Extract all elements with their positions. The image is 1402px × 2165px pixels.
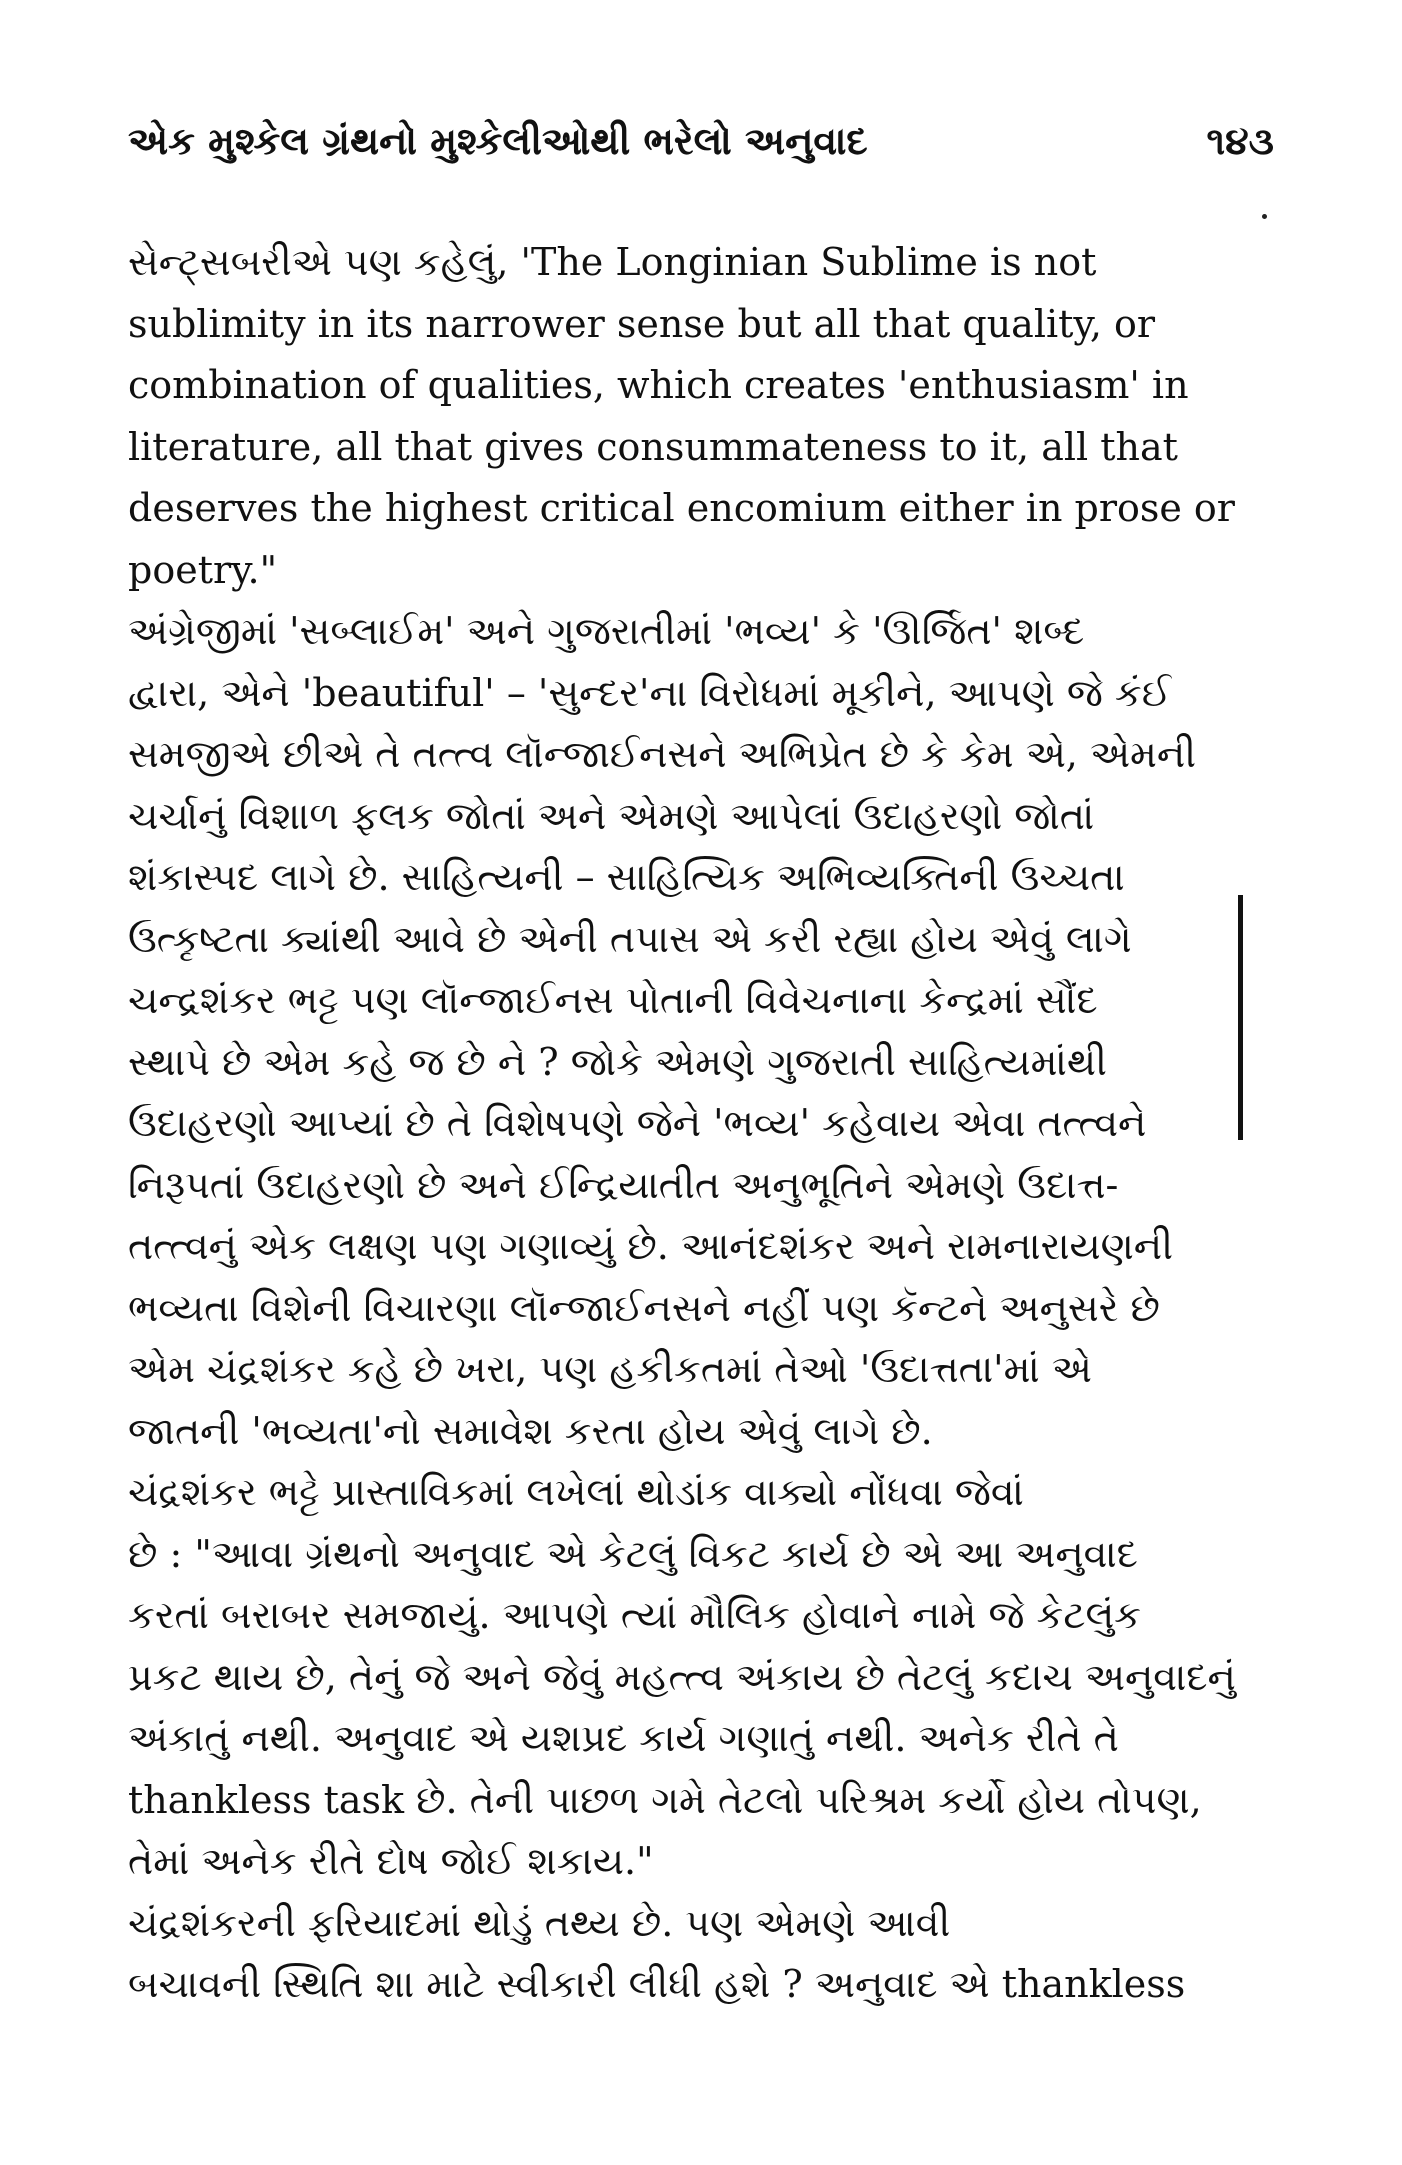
- running-title: એક મુશ્કેલ ગ્રંથનો મુશ્કેલીઓથી ભરેલો અનુવાદ: [128, 118, 868, 163]
- paragraph-translator-preface: ચંદ્રશંકર ભટ્ટે પ્રાસ્તાવિકમાં લખેલાં થોડાંક વાક્યો નોંધવા જેવાં છે : "આવા ગ્રંથનો અનુવાદ એ કેટલું વિકટ કાર્ય છે એ આ અનુવાદ કરતાં બરાબર સમજાયું. આપણે ત્યાં મૌલિક હોવાને નામે જે કેટલુંક પ્રકટ થાય છે, તેનું જે અને જેવું મહત્ત્વ અંકાય છે તેટલું કદાચ અનુવાદનું અંકાતું નથી. અનુવાદ એ યશપ્રદ કાર્ય ગણાતું નથી. અનેક રીતે તે thankless task છે. તેની પાછળ ગમે તેટલો પરિશ્રમ કર્યો હોય તોપણ, તેમાં અનેક રીતે દોષ જોઈ શકાય.": [128, 1470, 1236, 1883]
- paragraph-saintsbury-quote: સેન્ટ્સબરીએ પણ કહેલું, 'The Longinian Sublime is not sublimity in its narrower sense but all that quality, or combination of qualities, which creates 'enthusiasm' in literature, all that gives consummateness to it, all that deserves the highest critical encomium either in prose or poetry.": [128, 240, 1235, 592]
- margin-mark-line: [1238, 895, 1243, 1140]
- paragraph-sublime-discussion: અંગ્રેજીમાં 'સબ્લાઈમ' અને ગુજરાતીમાં 'ભવ્ય' કે 'ઊર્જિત' શબ્દ દ્વારા, એને 'beautiful' – 'સુન્દર'ના વિરોધમાં મૂકીને, આપણે જે કંઈ સમજીએ છીએ તે તત્ત્વ લૉન્જાઈનસને અભિપ્રેત છે કે કેમ એ, એમની ચર્ચાનું વિશાળ ફલક જોતાં અને એમણે આપેલાં ઉદાહરણો જોતાં શંકાસ્પદ લાગે છે. સાહિત્યની – સાહિત્યિક અભિવ્યક્તિની ઉચ્ચતા ઉત્કૃષ્ટતા ક્યાંથી આવે છે એની તપાસ એ કરી રહ્યા હોય એવું લાગે ચન્દ્રશંકર ભટ્ટ પણ લૉન્જાઈનસ પોતાની વિવેચનાના કેન્દ્રમાં સૌંદ સ્થાપે છે એમ કહે જ છે ને ? જોકે એમણે ગુજરાતી સાહિત્યમાંથી ઉદાહરણો આપ્યાં છે તે વિશેષપણે જેને 'ભવ્ય' કહેવાય એવા તત્ત્વને નિરૂપતાં ઉદાહરણો છે અને ઈન્દ્રિયાતીત અનુભૂતિને એમણે ઉદાત્ત- તત્ત્વનું એક લક્ષણ પણ ગણાવ્યું છે. આનંદશંકર અને રામનારાયણની ભવ્યતા વિશેની વિચારણા લૉન્જાઈનસને નહીં પણ કૅન્ટને અનુસરે છે એમ ચંદ્રશંકર કહે છે ખરા, પણ હકીકતમાં તેઓ 'ઉદાત્તતા'માં એ જાતની 'ભવ્યતા'નો સમાવેશ કરતા હોય એવું લાગે છે.: [128, 609, 1197, 1453]
- page-number: ૧૪૩: [1206, 118, 1274, 163]
- ink-dot: [1262, 214, 1267, 219]
- body-text: [128, 232, 1252, 2016]
- paragraph-complaint: ચંદ્રશંકરની ફરિયાદમાં થોડું તથ્ય છે. પણ એમણે આવી બચાવની સ્થિતિ શા માટે સ્વીકારી લીધી હશે ? અનુવાદ એ thankless: [128, 1900, 1186, 2006]
- running-header: [128, 118, 1274, 178]
